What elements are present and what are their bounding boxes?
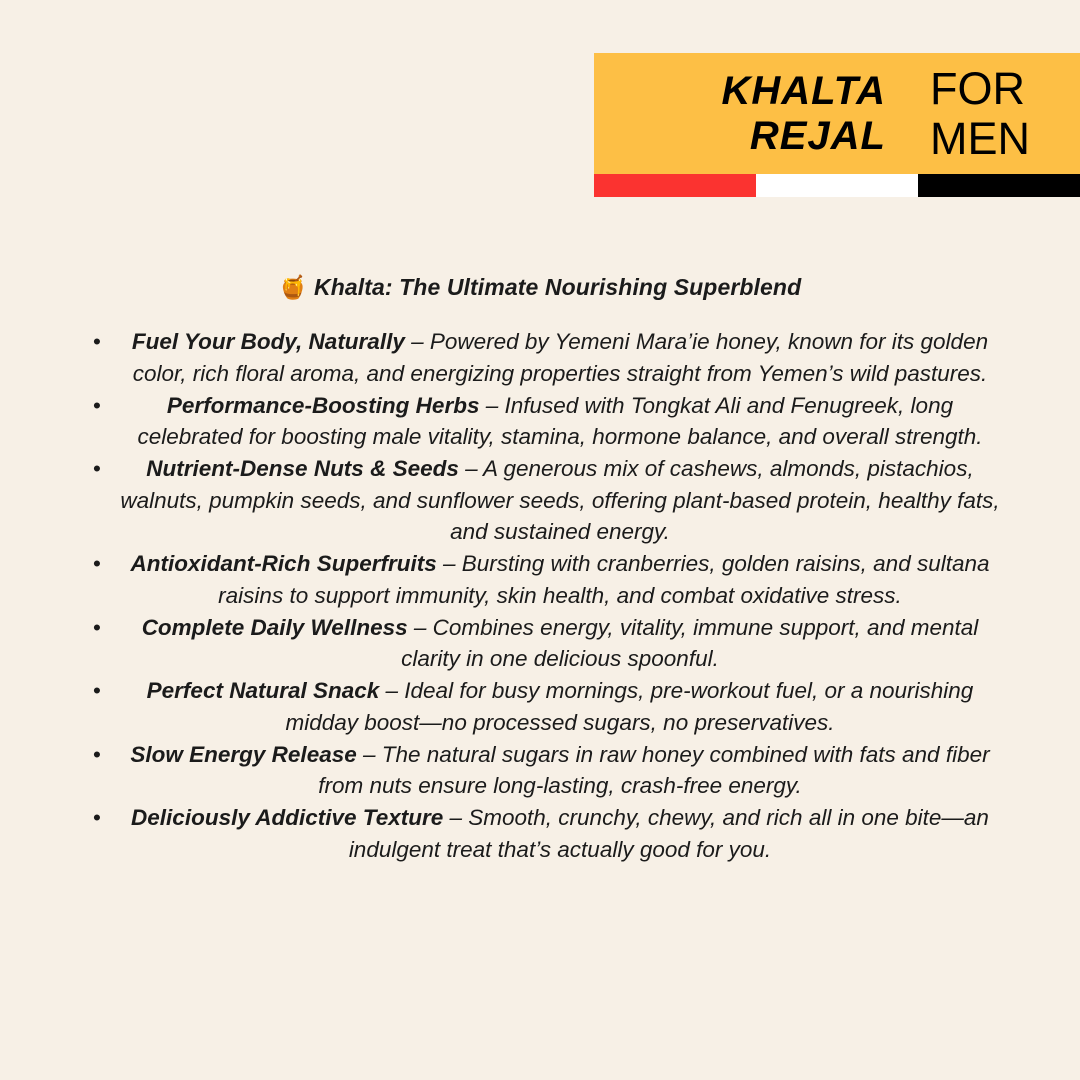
bullet-icon: • bbox=[93, 805, 101, 830]
feature-term: Slow Energy Release bbox=[130, 741, 357, 767]
bullet-icon: • bbox=[93, 392, 101, 418]
brand-name-line-2: REJAL bbox=[749, 113, 886, 158]
feature-desc: – Smooth, crunchy, chewy, and rich all in one bite—an indulgent treat that’s actually good for you. bbox=[348, 805, 989, 862]
bullet-icon: • bbox=[93, 678, 101, 703]
bullet-icon: • bbox=[93, 741, 101, 767]
list-item bbox=[0, 739, 1080, 802]
feature-desc: – Powered by Yemeni Mara’ie honey, known for its golden color, rich floral aroma, and energizing properties straight from Yemen’s wild pastures. bbox=[132, 329, 989, 386]
list-item bbox=[0, 390, 1080, 453]
bullet-icon: • bbox=[93, 551, 101, 576]
flag-stripe-black bbox=[918, 174, 1080, 197]
list-item bbox=[0, 326, 1080, 389]
feature-term: Deliciously Addictive Texture bbox=[131, 805, 444, 830]
brand-audience bbox=[900, 53, 1080, 174]
flag-stripe-white bbox=[756, 174, 918, 197]
feature-term: Fuel Your Body, Naturally bbox=[131, 329, 405, 354]
page-title-text: Khalta: The Ultimate Nourishing Superblend bbox=[314, 274, 802, 300]
content-area bbox=[0, 272, 1080, 866]
honey-pot-icon: 🍯 bbox=[278, 274, 308, 300]
feature-desc: – The natural sugars in raw honey combined with fats and fiber from nuts ensure long-lasting, crash-free energy. bbox=[318, 741, 990, 798]
feature-term: Performance-Boosting Herbs bbox=[166, 392, 480, 418]
feature-desc: – Ideal for busy mornings, pre-workout fuel, or a nourishing midday boost—no processed sugars, no preservatives. bbox=[285, 678, 974, 735]
feature-term: Perfect Natural Snack bbox=[146, 678, 380, 703]
list-item bbox=[0, 802, 1080, 865]
feature-term: Complete Daily Wellness bbox=[141, 614, 408, 640]
brand-audience-line-1: FOR bbox=[930, 62, 1025, 114]
feature-list bbox=[0, 326, 1080, 865]
bullet-icon: • bbox=[93, 614, 101, 640]
page-title bbox=[0, 272, 1080, 302]
brand-name bbox=[594, 53, 900, 174]
brand-header bbox=[594, 53, 1080, 197]
feature-desc: – A generous mix of cashews, almonds, pistachios, walnuts, pumpkin seeds, and sunflower seeds, offering plant-based protein, healthy fats, and sustained energy. bbox=[120, 456, 1000, 544]
flag-stripe-bar bbox=[594, 174, 1080, 197]
list-item bbox=[0, 612, 1080, 675]
bullet-icon: • bbox=[93, 329, 101, 354]
flag-stripe-red bbox=[594, 174, 756, 197]
feature-desc: – Infused with Tongkat Ali and Fenugreek, long celebrated for boosting male vitality, stamina, hormone balance, and overall strength. bbox=[137, 392, 983, 449]
feature-term: Antioxidant-Rich Superfruits bbox=[130, 551, 437, 576]
brand-name-line-1: KHALTA bbox=[721, 68, 886, 113]
feature-term: Nutrient-Dense Nuts & Seeds bbox=[146, 456, 459, 481]
list-item bbox=[0, 675, 1080, 738]
list-item bbox=[0, 548, 1080, 611]
feature-desc: – Combines energy, vitality, immune support, and mental clarity in one delicious spoonful. bbox=[401, 614, 979, 671]
brand-header-panel bbox=[594, 53, 1080, 174]
list-item bbox=[0, 453, 1080, 548]
brand-audience-line-2: MEN bbox=[930, 112, 1030, 164]
feature-desc: – Bursting with cranberries, golden raisins, and sultana raisins to support immunity, skin health, and combat oxidative stress. bbox=[218, 551, 990, 608]
bullet-icon: • bbox=[93, 456, 101, 481]
